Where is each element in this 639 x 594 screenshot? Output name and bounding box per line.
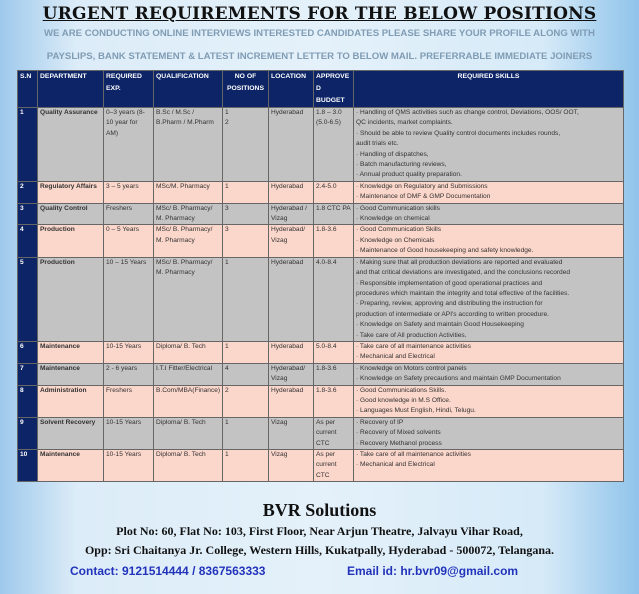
qualification-cell: MSc/M. Pharmacy — [154, 181, 223, 203]
skills-cell — [354, 385, 624, 417]
row-number-cell: 10 — [18, 450, 38, 482]
positions-cell: 1 — [223, 450, 269, 482]
required-exp-cell: 10-15 Years — [104, 417, 154, 449]
qualification-cell: Diploma/ B. Tech — [154, 450, 223, 482]
department-cell: Administration — [38, 385, 104, 417]
table-row — [18, 203, 624, 225]
table-row — [18, 181, 624, 203]
required-exp-cell: 0 – 5 Years — [104, 225, 154, 257]
budget-cell: As per current CTC — [314, 417, 354, 449]
table-row — [18, 385, 624, 417]
skill-item: · Knowledge on chemical — [356, 215, 430, 223]
header-skills: REQUIRED SKILLS — [354, 71, 624, 108]
skills-cell — [354, 363, 624, 385]
skill-item: · Knowledge on Motors control panels — [356, 364, 467, 372]
skill-item: · Preparing, review, approving and distributing the instruction for — [356, 300, 543, 308]
budget-cell: 1.8 CTC PA — [314, 203, 354, 225]
budget-cell: 2.4-5.0 — [314, 181, 354, 203]
positions-cell: 1 — [223, 257, 269, 341]
skill-item: · Good knowledge in M.S Office. — [356, 396, 451, 404]
required-exp-cell: 3 – 5 years — [104, 181, 154, 203]
skills-cell — [354, 181, 624, 203]
location-cell: Hyderabad — [269, 108, 314, 182]
skill-item: production of intermediate or API's according to written procedure. — [356, 310, 549, 318]
table-row — [18, 225, 624, 257]
row-number-cell: 2 — [18, 181, 38, 203]
department-cell: Production — [38, 257, 104, 341]
qualification-cell: MSc/ B. Pharmacy/ M. Pharmacy — [154, 257, 223, 341]
required-exp-cell: Freshers — [104, 203, 154, 225]
skill-item: · Good Communication skills — [356, 204, 440, 212]
skill-item: procedures which maintain the integrity and total effective of the facilities. — [356, 289, 570, 297]
table-row — [18, 257, 624, 341]
skill-item: QC incidents, market complaints. — [356, 119, 453, 127]
table-row — [18, 450, 624, 482]
subtitle-line-2: PAYSLIPS, BANK STATEMENT & LATEST INCREMENT LETTER TO BELOW MAIL. PREFERRABLE IMMEDIATE JOINERS — [46, 51, 593, 62]
skill-item: · Making sure that all production deviations are reported and evaluated — [356, 258, 563, 266]
location-cell: Hyderabad — [269, 385, 314, 417]
skill-item: · Recovery of Mixed solvents — [356, 429, 441, 437]
skill-item: · Knowledge on Chemicals — [356, 236, 435, 244]
location-cell: Hyderabad — [269, 341, 314, 363]
skill-item: · Take care of All production Activities. — [356, 331, 467, 339]
location-cell: Hyderabad/ Vizag — [269, 225, 314, 257]
skill-item: · Maintenance of DMF & GMP Documentation — [356, 193, 491, 201]
skill-item: · Recovery of IP — [356, 418, 404, 426]
address-line-2: Opp: Sri Chaitanya Jr. College, Western Hills, Kukatpally, Hyderabad - 500072, Telangana. — [84, 543, 555, 557]
department-cell: Maintenance — [38, 341, 104, 363]
skill-item: · Handling of QMS activities such as change control, Deviations, OOS/ OOT, — [356, 109, 579, 116]
skills-cell — [354, 203, 624, 225]
skills-cell — [354, 108, 624, 182]
page-title: URGENT REQUIREMENTS FOR THE BELOW POSITIONS — [42, 4, 597, 24]
location-cell: Hyderabad — [269, 257, 314, 341]
row-number-cell: 4 — [18, 225, 38, 257]
department-cell: Maintenance — [38, 450, 104, 482]
budget-cell: 1.8-3.6 — [314, 385, 354, 417]
qualification-cell: B.Com/MBA(Finance) — [154, 385, 223, 417]
positions-cell: 2 — [223, 385, 269, 417]
row-number-cell: 1 — [18, 108, 38, 182]
location-cell: Vizag — [269, 417, 314, 449]
skills-cell — [354, 257, 624, 341]
positions-cell: 1 — [223, 181, 269, 203]
positions-cell: 1 2 — [223, 108, 269, 182]
skill-item: and that critical deviations are investigated, and the conclusions recorded — [356, 269, 571, 277]
location-cell: Vizag — [269, 450, 314, 482]
table-row — [18, 341, 624, 363]
required-exp-cell: 0–3 years (8-10 year for AM) — [104, 108, 154, 182]
skill-item: · Should be able to review Quality control documents includes rounds, — [356, 129, 561, 137]
skill-item: · Knowledge on Safety precautions and maintain GMP Documentation — [356, 375, 561, 383]
table-row — [18, 417, 624, 449]
positions-cell: 3 — [223, 203, 269, 225]
header-exp: REQUIRED EXP. — [104, 71, 154, 108]
address-line-1: Plot No: 60, Flat No: 103, First Floor, Near Arjun Theatre, Jalvayu Vihar Road, — [116, 524, 523, 538]
qualification-cell: Diploma/ B. Tech — [154, 417, 223, 449]
qualification-cell: MSc/ B. Pharmacy/ M. Pharmacy — [154, 225, 223, 257]
positions-cell: 4 — [223, 363, 269, 385]
row-number-cell: 8 — [18, 385, 38, 417]
table-header-row — [18, 71, 624, 108]
location-cell: Hyderabad — [269, 181, 314, 203]
header-sn: S.N — [18, 71, 38, 108]
department-cell: Maintenance — [38, 363, 104, 385]
required-exp-cell: Freshers — [104, 385, 154, 417]
budget-cell: 1.8 – 3.0 (5.0-6.5) — [314, 108, 354, 182]
budget-cell: 5.0-8.4 — [314, 341, 354, 363]
row-number-cell: 9 — [18, 417, 38, 449]
location-cell: Hyderabad / Vizag — [269, 203, 314, 225]
skill-item: · Recovery Methanol process — [356, 439, 442, 447]
skill-item: · Knowledge on Safety and maintain Good Housekeeping — [356, 321, 524, 329]
department-cell: Quality Assurance — [38, 108, 104, 182]
required-exp-cell: 10-15 Years — [104, 341, 154, 363]
requirements-table — [17, 70, 624, 482]
contact-phone: Contact: 9121514444 / 8367563333 — [70, 564, 266, 578]
required-exp-cell: 2 - 6 years — [104, 363, 154, 385]
skill-item: · Languages Must English, Hindi, Telugu. — [356, 407, 476, 415]
department-cell: Quality Control — [38, 203, 104, 225]
budget-cell: 1.8-3.6 — [314, 225, 354, 257]
header-qualification: QUALIFICATION — [154, 71, 223, 108]
table-row — [18, 363, 624, 385]
positions-cell: 1 — [223, 417, 269, 449]
qualification-cell: MSc/ B. Pharmacy/ M. Pharmacy — [154, 203, 223, 225]
positions-cell: 3 — [223, 225, 269, 257]
skill-item: · Good Communications Skills. — [356, 386, 447, 394]
skill-item: audit trials etc. — [356, 140, 399, 148]
required-exp-cell: 10 – 15 Years — [104, 257, 154, 341]
required-exp-cell: 10-15 Years — [104, 450, 154, 482]
skills-cell — [354, 225, 624, 257]
department-cell: Production — [38, 225, 104, 257]
row-number-cell: 6 — [18, 341, 38, 363]
row-number-cell: 5 — [18, 257, 38, 341]
skills-cell — [354, 450, 624, 482]
header-positions: NO OF POSITIONS — [223, 71, 269, 108]
skill-item: · Mechanical and Electrical — [356, 461, 435, 469]
skill-item: · Maintenance of Good housekeeping and safety knowledge. — [356, 247, 534, 255]
header-department: DEPARTMENT — [38, 71, 104, 108]
positions-cell: 1 — [223, 341, 269, 363]
skill-item: · Responsible implementation of good operational practices and — [356, 279, 543, 287]
skill-item: · Handling of dispatches, — [356, 150, 429, 158]
skill-item: · Annual product quality preparation. — [356, 171, 462, 179]
qualification-cell: Diploma/ B. Tech — [154, 341, 223, 363]
skills-cell — [354, 417, 624, 449]
location-cell: Hyderabad/ Vizag — [269, 363, 314, 385]
skills-cell — [354, 341, 624, 363]
row-number-cell: 7 — [18, 363, 38, 385]
qualification-cell: I.T.I Fitter/Electrical — [154, 363, 223, 385]
budget-cell: 4.0-8.4 — [314, 257, 354, 341]
skill-item: · Batch manufacturing reviews, — [356, 161, 447, 169]
skill-item: · Good Communication Skills — [356, 226, 442, 234]
department-cell: Regulatory Affairs — [38, 181, 104, 203]
header-location: LOCATION — [269, 71, 314, 108]
contact-email[interactable]: Email id: hr.bvr09@gmail.com — [347, 564, 519, 578]
header-budget: APPROVE D BUDGET — [314, 71, 354, 108]
department-cell: Solvent Recovery — [38, 417, 104, 449]
budget-cell: As per current CTC — [314, 450, 354, 482]
row-number-cell: 3 — [18, 203, 38, 225]
budget-cell: 1.8-3.6 — [314, 363, 354, 385]
skill-item: · Mechanical and Electrical — [356, 353, 435, 361]
skill-item: · Knowledge on Regulatory and Submissions — [356, 182, 488, 190]
skill-item: · Take care of all maintenance activities — [356, 451, 471, 458]
skill-item: · Take care of all maintenance activities — [356, 342, 471, 350]
qualification-cell: B.Sc / M.Sc / B.Pharm / M.Pharm — [154, 108, 223, 182]
subtitle-line-1: WE ARE CONDUCTING ONLINE INTERVIEWS INTERESTED CANDIDATES PLEASE SHARE YOUR PROFILE ALONG WITH — [44, 28, 595, 39]
company-name: BVR Solutions — [262, 500, 377, 520]
table-row — [18, 108, 624, 182]
